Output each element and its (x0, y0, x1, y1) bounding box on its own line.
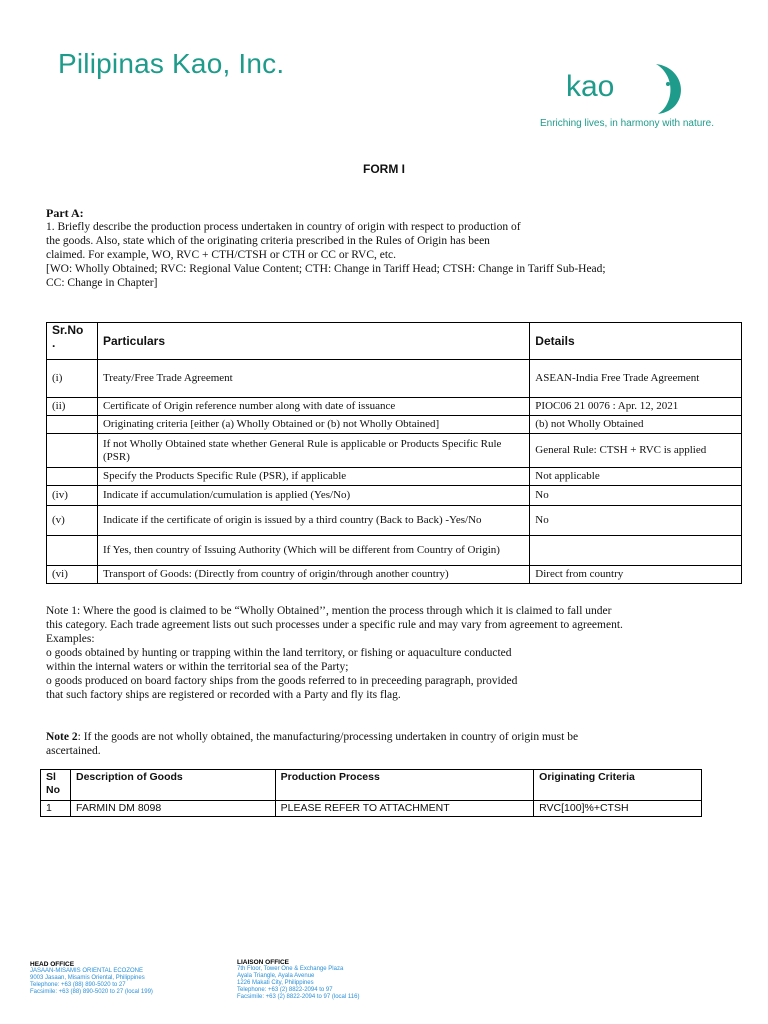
liaison-office-block (237, 959, 359, 1001)
part-a-label: Part A: (46, 206, 84, 220)
head-office-line: Facsimile: +63 (88) 890-5020 to 27 (local 199) (30, 989, 153, 995)
row-originating-criteria: RVC[100]%+CTSH (534, 801, 702, 817)
goods-table (40, 769, 702, 817)
row-detail: No (530, 486, 742, 506)
row-detail: PIOC06 21 0076 : Apr. 12, 2021 (530, 398, 742, 416)
note2-line: ascertained. (46, 745, 101, 757)
note1-line: this category. Each trade agreement lists out such processes under a specific rule and may vary from agreement to agreement. (46, 619, 623, 631)
liaison-office-line: Telephone: +63 (2) 8822-2094 to 97 (237, 987, 333, 993)
row-particular: Certificate of Origin reference number along with date of issuance (97, 398, 529, 416)
liaison-office-line: 1226 Makati City, Philippines (237, 980, 314, 986)
header-particulars: Particulars (97, 323, 529, 360)
row-detail: Direct from country (530, 566, 742, 584)
note1-line: that such factory ships are registered or recorded with a Party and fly its flag. (46, 689, 401, 701)
header-description: Description of Goods (70, 770, 275, 801)
company-name: Pilipinas Kao, Inc. (58, 48, 285, 79)
origin-particulars-table (46, 322, 742, 584)
row-particular: If Yes, then country of Issuing Authority (Which will be different from Country of Origin) (97, 536, 529, 566)
row-particular: Treaty/Free Trade Agreement (97, 360, 529, 398)
row-detail: Not applicable (530, 468, 742, 486)
row-particular: Indicate if the certificate of origin is issued by a third country (Back to Back) -Yes/No (97, 506, 529, 536)
table-row (41, 801, 702, 817)
header-sr-no: Sr.No . (47, 323, 98, 360)
head-office-line: Telephone: +63 (88) 890-5020 to 27 (30, 982, 126, 988)
note1-line: within the internal waters or within the territorial sea of the Party; (46, 661, 349, 673)
table-row (47, 536, 742, 566)
form-title: FORM I (363, 162, 405, 176)
liaison-office-line: 7th Floor, Tower One & Exchange Plaza (237, 966, 344, 972)
row-number: (iv) (47, 486, 98, 506)
table-row (47, 468, 742, 486)
note1-line: o goods produced on board factory ships from the goods referred to in preceeding paragraph, provided (46, 675, 518, 687)
table-row (47, 434, 742, 468)
row-number (47, 536, 98, 566)
head-office-title: HEAD OFFICE (30, 961, 75, 968)
row-number (47, 434, 98, 468)
row-detail: (b) not Wholly Obtained (530, 416, 742, 434)
note2-label: Note 2 (46, 731, 78, 743)
table-header-row (41, 770, 702, 801)
row-particular: If not Wholly Obtained state whether General Rule is applicable or Products Specific Rule (PSR) (97, 434, 529, 468)
part-a-line: 1. Briefly describe the production process undertaken in country of origin with respect to production of (46, 221, 521, 233)
head-office-block (30, 961, 153, 996)
row-description: FARMIN DM 8098 (70, 801, 275, 817)
part-a-line: [WO: Wholly Obtained; RVC: Regional Value Content; CTH: Change in Tariff Head; CTSH: Change in Tariff Sub-Head; (46, 263, 606, 275)
row-detail: No (530, 506, 742, 536)
tagline: Enriching lives, in harmony with nature. (540, 118, 714, 129)
note1-line: Note 1: Where the good is claimed to be “Wholly Obtained’’, mention the process through which it is claimed to fall under (46, 605, 612, 617)
note2-line (46, 730, 578, 744)
table-row (47, 486, 742, 506)
liaison-office-title: LIAISON OFFICE (237, 959, 289, 966)
note2-text: : If the goods are not wholly obtained, the manufacturing/processing undertaken in country of origin must be (77, 731, 579, 743)
head-office-line: 9003 Jasaan, Misamis Oriental, Philippines (30, 975, 145, 981)
kao-logo-text: kao (566, 70, 615, 103)
table-header-row (47, 323, 742, 360)
note1-line: Examples: (46, 633, 95, 645)
note1-line: o goods obtained by hunting or trapping within the land territory, or fishing or aquaculture conducted (46, 647, 512, 659)
table-row (47, 416, 742, 434)
liaison-office-line: Ayala Triangle, Ayala Avenue (237, 973, 315, 979)
kao-logo-icon (560, 58, 690, 118)
row-number: (v) (47, 506, 98, 536)
part-a-line: the goods. Also, state which of the originating criteria prescribed in the Rules of Origin has been (46, 235, 490, 247)
part-a-line: claimed. For example, WO, RVC + CTH/CTSH or CTH or CC or RVC, etc. (46, 249, 397, 261)
row-production-process: PLEASE REFER TO ATTACHMENT (275, 801, 534, 817)
table-row (47, 398, 742, 416)
header-originating-criteria: Originating Criteria (534, 770, 702, 801)
head-office-line: JASAAN-MISAMIS ORIENTAL ECOZONE (30, 968, 144, 974)
table-row (47, 360, 742, 398)
row-number: (i) (47, 360, 98, 398)
header-details: Details (530, 323, 742, 360)
row-number: 1 (41, 801, 71, 817)
row-detail: General Rule: CTSH + RVC is applied (530, 434, 742, 468)
table-row (47, 566, 742, 584)
row-particular: Specify the Products Specific Rule (PSR), if applicable (97, 468, 529, 486)
row-number (47, 468, 98, 486)
row-particular: Indicate if accumulation/cumulation is applied (Yes/No) (97, 486, 529, 506)
part-a-line: CC: Change in Chapter] (46, 277, 158, 289)
row-number (47, 416, 98, 434)
row-number: (vi) (47, 566, 98, 584)
row-detail: ASEAN-India Free Trade Agreement (530, 360, 742, 398)
header-production-process: Production Process (275, 770, 534, 801)
row-particular: Transport of Goods: (Directly from country of origin/through another country) (97, 566, 529, 584)
row-particular: Originating criteria [either (a) Wholly Obtained or (b) not Wholly Obtained] (97, 416, 529, 434)
table-row (47, 506, 742, 536)
row-number: (ii) (47, 398, 98, 416)
header-sl-no: Sl No (41, 770, 71, 801)
liaison-office-line: Facsimile: +63 (2) 8822-2094 to 97 (local 116) (237, 994, 360, 1000)
row-detail (530, 536, 742, 566)
